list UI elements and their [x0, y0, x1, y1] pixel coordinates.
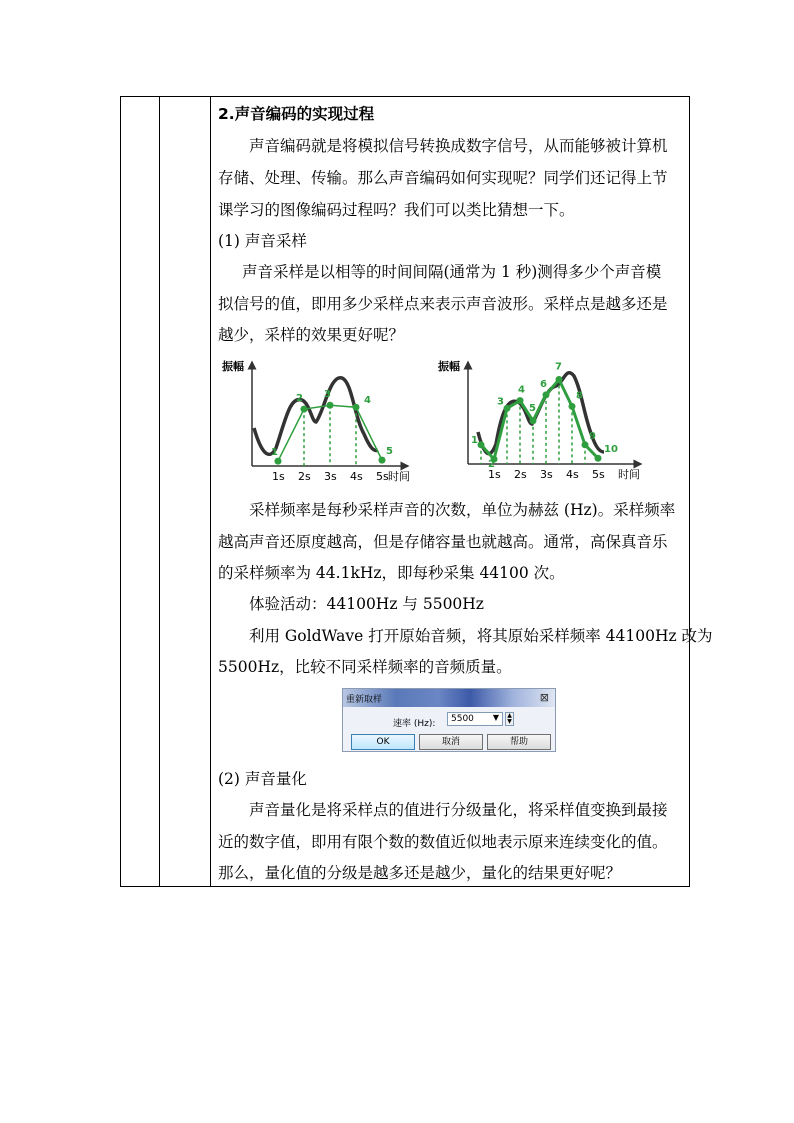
frequency-line-1: 采样频率是每秒采样声音的次数，单位为赫兹 (Hz)。采样频率 — [249, 501, 676, 519]
sampling-line-2: 拟信号的值，即用多少采样点来表示声音波形。采样点是越多还是 — [218, 295, 668, 313]
quantization-line-3: 那么，量化值的分级是越多还是越少，量化的结果更好呢？ — [218, 864, 622, 882]
spin-down-icon: ▼ — [507, 718, 512, 725]
sample-point-label: 9 — [589, 430, 596, 442]
rate-label: 速率 (Hz): — [393, 719, 436, 729]
x-axis-label: 时间 — [388, 470, 410, 483]
quantization-line-1: 声音量化是将采样点的值进行分级量化，将采样值变换到最接 — [249, 801, 668, 819]
chevron-down-icon: ▼ — [492, 713, 499, 722]
help-button[interactable]: 帮助 — [487, 734, 551, 750]
x-tick-label: 2s — [514, 468, 527, 481]
sample-point — [582, 441, 589, 448]
sample-point — [301, 406, 308, 413]
x-tick-label: 3s — [324, 470, 337, 483]
spin-up-icon: ▲ — [507, 712, 512, 719]
analog-waveform — [254, 378, 378, 455]
x-tick-label: 5s — [376, 470, 389, 483]
sample-point-label: 1 — [471, 434, 478, 446]
sampling-heading: (1) 声音采样 — [218, 232, 307, 250]
dialog-titlebar — [343, 689, 555, 707]
close-icon[interactable]: ⊠ — [539, 691, 549, 704]
sample-point — [327, 402, 334, 409]
sample-point — [595, 455, 602, 462]
sample-point — [530, 417, 537, 424]
x-tick-label: 4s — [350, 470, 363, 483]
x-tick-label: 1s — [488, 468, 501, 481]
sample-point-label: 7 — [555, 361, 562, 373]
sample-point-label: 2 — [296, 393, 303, 405]
frequency-line-3: 的采样频率为 44.1kHz，即每秒采集 44100 次。 — [218, 564, 565, 582]
sample-point — [556, 376, 563, 383]
x-tick-label: 2s — [298, 470, 311, 483]
sample-point — [478, 441, 485, 448]
sample-point — [569, 403, 576, 410]
dialog-title: 重新取样 — [346, 695, 383, 705]
cancel-button[interactable]: 取消 — [419, 734, 483, 750]
sample-point — [517, 397, 524, 404]
ok-button[interactable]: OK — [351, 734, 415, 750]
intro-line-3: 课学习的图像编码过程吗？我们可以类比猜想一下。 — [218, 201, 575, 219]
y-axis-label: 振幅 — [438, 360, 460, 373]
sample-point-label: 5 — [386, 446, 393, 458]
sample-point-label: 8 — [576, 390, 583, 402]
sample-point-label: 4 — [364, 395, 371, 407]
intro-line-1: 声音编码就是将模拟信号转换成数字信号，从而能够被计算机 — [249, 137, 668, 155]
y-axis-label: 振幅 — [222, 360, 244, 373]
rate-value: 5500 — [451, 714, 474, 724]
sample-point-label: 3 — [324, 389, 331, 401]
sample-point — [379, 457, 386, 464]
goldwave-line-2: 5500Hz，比较不同采样频率的音频质量。 — [218, 658, 512, 676]
intro-line-2: 存储、处理、传输。那么声音编码如何实现呢？同学们还记得上节 — [218, 169, 668, 187]
x-tick-label: 3s — [540, 468, 553, 481]
sampling-line-1: 声音采样是以相等的时间间隔(通常为 1 秒)测得多少个声音模 — [242, 263, 662, 281]
sampling-chart-10-points — [436, 356, 646, 484]
sample-point — [275, 458, 282, 465]
x-tick-label: 1s — [272, 470, 285, 483]
resample-dialog — [342, 688, 556, 752]
sample-point-label: 5 — [529, 402, 536, 414]
rate-select[interactable] — [447, 712, 503, 726]
sample-point-label: 1 — [271, 447, 278, 459]
sample-point — [353, 404, 360, 411]
sample-point-label: 6 — [540, 378, 547, 390]
x-tick-label: 4s — [566, 468, 579, 481]
sampling-chart-5-points — [218, 356, 418, 484]
rate-spinner[interactable] — [505, 712, 514, 726]
sample-point-label: 2 — [488, 459, 495, 471]
sample-point-label: 4 — [518, 384, 525, 396]
sample-point-label: 3 — [497, 396, 504, 408]
column-divider-1 — [159, 97, 160, 886]
goldwave-line-1: 利用 GoldWave 打开原始音频，将其原始采样频率 44100Hz 改为 — [249, 627, 713, 645]
activity-line: 体验活动：44100Hz 与 5500Hz — [249, 595, 484, 613]
x-axis-label: 时间 — [618, 468, 640, 481]
sample-point — [543, 391, 550, 398]
sample-point-label: 10 — [604, 444, 618, 456]
column-divider-2 — [210, 97, 211, 886]
sampling-line-3: 越少，采样的效果更好呢？ — [218, 326, 405, 344]
x-tick-label: 5s — [592, 468, 605, 481]
quantization-heading: (2) 声音量化 — [218, 770, 307, 788]
sample-point — [504, 405, 511, 412]
frequency-line-2: 越高声音还原度越高，但是存储容量也就越高。通常，高保真音乐 — [218, 533, 668, 551]
section-heading: 2.声音编码的实现过程 — [218, 105, 375, 123]
quantization-line-2: 近的数字值，即用有限个数的数值近似地表示原来连续变化的值。 — [218, 833, 668, 851]
